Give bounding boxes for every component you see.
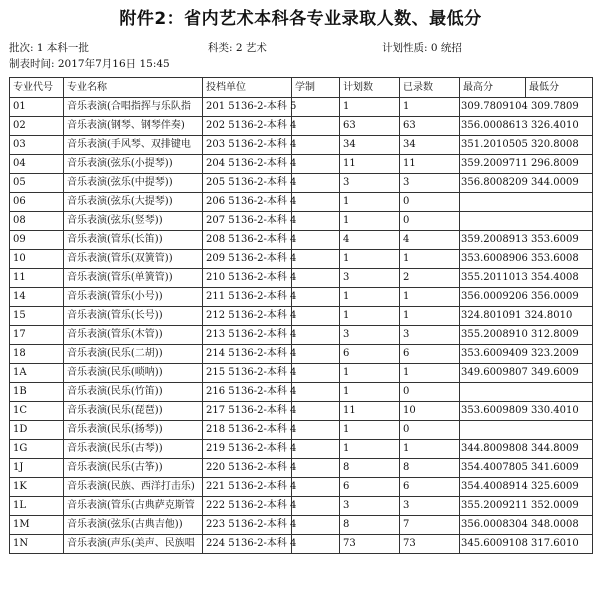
cell-admitted: 0 (400, 421, 460, 440)
cell-plan: 1 (340, 250, 400, 269)
cell-max-min: 309.7809104 309.7809 (460, 98, 593, 117)
cell-admitted: 3 (400, 326, 460, 345)
cell-max-min (460, 212, 593, 231)
table-row (10, 345, 593, 364)
cell-admitted: 3 (400, 174, 460, 193)
cell-plan: 1 (340, 307, 400, 326)
table-row (10, 269, 593, 288)
category-label: 科类: 2 艺术 (208, 42, 267, 54)
cell-code: 1A (10, 364, 64, 383)
document-title: 附件2：省内艺术本科各专业录取人数、最低分 (119, 9, 482, 29)
cell-max-min: 356.0008304 348.0008 (460, 516, 593, 535)
cell-max-min: 359.2008913 353.6009 (460, 231, 593, 250)
header-length: 学制 (292, 78, 340, 98)
cell-name: 音乐表演(民乐(唢呐)) (64, 364, 203, 383)
cell-code: 18 (10, 345, 64, 364)
admission-table (9, 77, 593, 554)
cell-max-min: 324.801091 324.8010 (460, 307, 593, 326)
cell-admitted: 7 (400, 516, 460, 535)
cell-plan: 63 (340, 117, 400, 136)
cell-admitted: 2 (400, 269, 460, 288)
cell-max-min: 353.6009409 323.2009 (460, 345, 593, 364)
cell-school: 216 5136-2-本科 4 (203, 383, 292, 402)
cell-code: 03 (10, 136, 64, 155)
cell-code: 08 (10, 212, 64, 231)
cell-school: 217 5136-2-本科 4 (203, 402, 292, 421)
table-row (10, 535, 593, 554)
cell-plan: 1 (340, 440, 400, 459)
cell-name: 音乐表演(管乐(小号)) (64, 288, 203, 307)
cell-plan: 3 (340, 174, 400, 193)
header-plan: 计划数 (340, 78, 400, 98)
cell-name: 音乐表演(弦乐(竖琴)) (64, 212, 203, 231)
cell-admitted: 8 (400, 459, 460, 478)
cell-plan: 1 (340, 212, 400, 231)
cell-code: 1B (10, 383, 64, 402)
cell-admitted: 0 (400, 383, 460, 402)
cell-length (292, 174, 340, 193)
cell-school: 219 5136-2-本科 4 (203, 440, 292, 459)
cell-plan: 8 (340, 516, 400, 535)
cell-school: 220 5136-2-本科 4 (203, 459, 292, 478)
cell-code: 1J (10, 459, 64, 478)
cell-length (292, 307, 340, 326)
cell-name: 音乐表演(民乐(琵琶)) (64, 402, 203, 421)
cell-max-min: 356.0008613 326.4010 (460, 117, 593, 136)
cell-name: 音乐表演(合唱指挥与乐队指 (64, 98, 203, 117)
cell-plan: 6 (340, 345, 400, 364)
cell-plan: 1 (340, 421, 400, 440)
table-row (10, 136, 593, 155)
table-row (10, 383, 593, 402)
cell-length (292, 212, 340, 231)
cell-code: 1K (10, 478, 64, 497)
header-min: 最低分 (526, 78, 593, 98)
table-row (10, 440, 593, 459)
cell-school: 201 5136-2-本科 5 (203, 98, 292, 117)
table-row (10, 402, 593, 421)
cell-length (292, 250, 340, 269)
cell-length (292, 402, 340, 421)
cell-plan: 11 (340, 402, 400, 421)
cell-admitted: 63 (400, 117, 460, 136)
cell-admitted: 1 (400, 250, 460, 269)
cell-admitted: 34 (400, 136, 460, 155)
cell-plan: 1 (340, 98, 400, 117)
cell-name: 音乐表演(民乐(竹笛)) (64, 383, 203, 402)
cell-plan: 3 (340, 326, 400, 345)
cell-name: 音乐表演(民族、西洋打击乐) (64, 478, 203, 497)
cell-plan: 1 (340, 288, 400, 307)
cell-max-min: 344.8009808 344.8009 (460, 440, 593, 459)
cell-code: 06 (10, 193, 64, 212)
cell-length (292, 478, 340, 497)
cell-plan: 6 (340, 478, 400, 497)
cell-school: 210 5136-2-本科 4 (203, 269, 292, 288)
table-row (10, 478, 593, 497)
cell-admitted: 0 (400, 193, 460, 212)
cell-code: 1G (10, 440, 64, 459)
cell-max-min: 351.2010505 320.8008 (460, 136, 593, 155)
cell-length (292, 269, 340, 288)
table-row (10, 459, 593, 478)
cell-length (292, 193, 340, 212)
cell-name: 音乐表演(管乐(单簧管)) (64, 269, 203, 288)
cell-code: 10 (10, 250, 64, 269)
cell-school: 204 5136-2-本科 4 (203, 155, 292, 174)
cell-length (292, 326, 340, 345)
cell-code: 1M (10, 516, 64, 535)
cell-name: 音乐表演(民乐(古筝)) (64, 459, 203, 478)
cell-school: 208 5136-2-本科 4 (203, 231, 292, 250)
cell-name: 音乐表演(管乐(长号)) (64, 307, 203, 326)
cell-school: 224 5136-2-本科 4 (203, 535, 292, 554)
cell-school: 221 5136-2-本科 4 (203, 478, 292, 497)
cell-length (292, 440, 340, 459)
cell-max-min: 356.8008209 344.0009 (460, 174, 593, 193)
cell-name: 音乐表演(管乐(长笛)) (64, 231, 203, 250)
cell-plan: 34 (340, 136, 400, 155)
batch-label: 批次: 1 本科一批 (9, 42, 89, 54)
cell-admitted: 1 (400, 288, 460, 307)
cell-school: 207 5136-2-本科 4 (203, 212, 292, 231)
cell-name: 音乐表演(弦乐(中提琴)) (64, 174, 203, 193)
cell-name: 音乐表演(弦乐(古典吉他)) (64, 516, 203, 535)
cell-admitted: 3 (400, 497, 460, 516)
cell-length (292, 288, 340, 307)
cell-name: 音乐表演(管乐(木管)) (64, 326, 203, 345)
cell-length (292, 459, 340, 478)
cell-code: 17 (10, 326, 64, 345)
cell-max-min: 355.2009211 352.0009 (460, 497, 593, 516)
cell-school: 205 5136-2-本科 4 (203, 174, 292, 193)
cell-max-min (460, 383, 593, 402)
cell-length (292, 155, 340, 174)
cell-max-min: 345.6009108 317.6010 (460, 535, 593, 554)
table-row (10, 98, 593, 117)
cell-admitted: 10 (400, 402, 460, 421)
table-row (10, 231, 593, 250)
cell-code: 11 (10, 269, 64, 288)
cell-admitted: 1 (400, 307, 460, 326)
cell-school: 214 5136-2-本科 4 (203, 345, 292, 364)
cell-plan: 1 (340, 364, 400, 383)
cell-school: 209 5136-2-本科 4 (203, 250, 292, 269)
cell-admitted: 1 (400, 98, 460, 117)
cell-name: 音乐表演(弦乐(大提琴)) (64, 193, 203, 212)
cell-school: 202 5136-2-本科 4 (203, 117, 292, 136)
cell-admitted: 11 (400, 155, 460, 174)
table-row (10, 174, 593, 193)
table-row (10, 212, 593, 231)
cell-max-min: 355.2011013 354.4008 (460, 269, 593, 288)
cell-admitted: 6 (400, 478, 460, 497)
cell-plan: 4 (340, 231, 400, 250)
cell-length (292, 345, 340, 364)
cell-length (292, 535, 340, 554)
table-row (10, 364, 593, 383)
cell-plan: 1 (340, 193, 400, 212)
cell-code: 09 (10, 231, 64, 250)
cell-admitted: 4 (400, 231, 460, 250)
table-row (10, 421, 593, 440)
cell-max-min: 349.6009807 349.6009 (460, 364, 593, 383)
cell-school: 206 5136-2-本科 4 (203, 193, 292, 212)
cell-max-min (460, 421, 593, 440)
cell-code: 1L (10, 497, 64, 516)
cell-plan: 1 (340, 383, 400, 402)
cell-max-min: 359.2009711 296.8009 (460, 155, 593, 174)
table-row (10, 307, 593, 326)
cell-name: 音乐表演(民乐(古琴)) (64, 440, 203, 459)
cell-max-min (460, 193, 593, 212)
cell-code: 02 (10, 117, 64, 136)
cell-code: 15 (10, 307, 64, 326)
cell-length (292, 383, 340, 402)
cell-plan: 3 (340, 269, 400, 288)
cell-max-min: 353.6008906 353.6008 (460, 250, 593, 269)
cell-length (292, 421, 340, 440)
header-school: 投档单位 (203, 78, 292, 98)
table-row (10, 288, 593, 307)
cell-name: 音乐表演(管乐(双簧管)) (64, 250, 203, 269)
cell-code: 04 (10, 155, 64, 174)
cell-school: 215 5136-2-本科 4 (203, 364, 292, 383)
cell-school: 211 5136-2-本科 4 (203, 288, 292, 307)
cell-code: 1C (10, 402, 64, 421)
table-row (10, 326, 593, 345)
cell-school: 203 5136-2-本科 4 (203, 136, 292, 155)
table-row (10, 193, 593, 212)
cell-length (292, 497, 340, 516)
table-row (10, 117, 593, 136)
cell-plan: 8 (340, 459, 400, 478)
cell-school: 218 5136-2-本科 4 (203, 421, 292, 440)
cell-name: 音乐表演(钢琴、钢琴伴奏) (64, 117, 203, 136)
table-header-row (10, 78, 593, 98)
cell-max-min: 353.6009809 330.4010 (460, 402, 593, 421)
cell-max-min: 355.2008910 312.8009 (460, 326, 593, 345)
cell-length (292, 117, 340, 136)
cell-name: 音乐表演(民乐(扬琴)) (64, 421, 203, 440)
cell-length (292, 231, 340, 250)
cell-code: 1D (10, 421, 64, 440)
cell-admitted: 6 (400, 345, 460, 364)
cell-name: 音乐表演(管乐(古典萨克斯管 (64, 497, 203, 516)
cell-code: 1N (10, 535, 64, 554)
cell-max-min: 356.0009206 356.0009 (460, 288, 593, 307)
header-code: 专业代号 (10, 78, 64, 98)
cell-school: 222 5136-2-本科 4 (203, 497, 292, 516)
cell-admitted: 1 (400, 364, 460, 383)
cell-length (292, 136, 340, 155)
cell-code: 01 (10, 98, 64, 117)
cell-max-min: 354.4008914 325.6009 (460, 478, 593, 497)
header-admitted: 已录数 (400, 78, 460, 98)
cell-length (292, 364, 340, 383)
cell-name: 音乐表演(手风琴、双排键电 (64, 136, 203, 155)
made-time-label: 制表时间: 2017年7月16日 15:45 (9, 58, 170, 70)
cell-admitted: 0 (400, 212, 460, 231)
cell-admitted: 1 (400, 440, 460, 459)
cell-school: 223 5136-2-本科 4 (203, 516, 292, 535)
cell-name: 音乐表演(弦乐(小提琴)) (64, 155, 203, 174)
cell-code: 14 (10, 288, 64, 307)
header-max: 最高分 (460, 78, 526, 98)
table-row (10, 516, 593, 535)
cell-school: 212 5136-2-本科 4 (203, 307, 292, 326)
cell-max-min: 354.4007805 341.6009 (460, 459, 593, 478)
cell-length (292, 98, 340, 117)
cell-plan: 73 (340, 535, 400, 554)
table-row (10, 497, 593, 516)
cell-name: 音乐表演(民乐(二胡)) (64, 345, 203, 364)
cell-length (292, 516, 340, 535)
table-row (10, 155, 593, 174)
cell-plan: 11 (340, 155, 400, 174)
cell-name: 音乐表演(声乐(美声、民族唱 (64, 535, 203, 554)
header-name: 专业名称 (64, 78, 203, 98)
plan-type-label: 计划性质: 0 统招 (382, 42, 462, 54)
cell-admitted: 73 (400, 535, 460, 554)
cell-code: 05 (10, 174, 64, 193)
cell-school: 213 5136-2-本科 4 (203, 326, 292, 345)
table-row (10, 250, 593, 269)
cell-plan: 3 (340, 497, 400, 516)
